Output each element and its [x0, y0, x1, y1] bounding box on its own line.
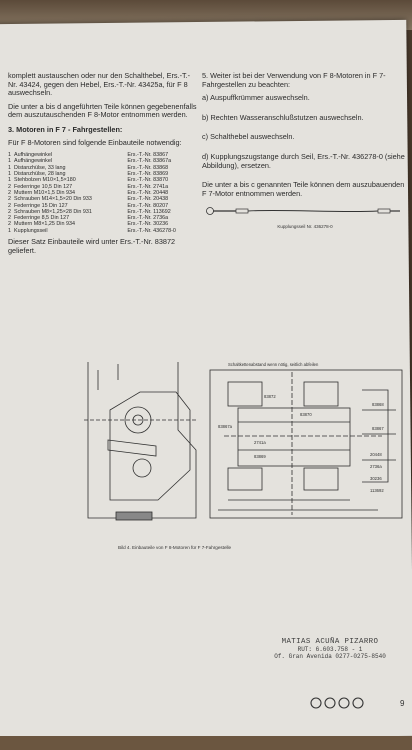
stamp-rut: RUT: 6.603.758 - 1	[297, 646, 363, 653]
owner-stamp	[270, 638, 390, 660]
callout-6: 83868	[372, 402, 384, 407]
part-name: Federringe 15 Din 127	[14, 202, 68, 209]
stamp-address: Of. Gran Avenida 0277-0275-8540	[274, 653, 386, 660]
four-rings-logo	[307, 697, 369, 709]
part-name: Muttern M8×1,25 Din 934	[14, 221, 75, 228]
section-heading: 3. Motoren in F 7 - Fahrgestellen:	[8, 124, 123, 134]
callout-8: 20448	[370, 452, 382, 457]
technical-drawing	[78, 350, 408, 535]
part-name: Federringe 8,5 Din 127	[14, 215, 70, 222]
figure-top-note: Schaltkettenabstand wenn nötig, seitlich abfeilen	[228, 362, 319, 367]
part-number: Ers.-T.-Nr. 83868	[127, 164, 169, 171]
part-name: Muttern M10×1,5 Din 934	[14, 189, 75, 196]
note-text: Die unter a bis c genannten Teile können dem auszubauenden F 7-Motor entnommen werden.	[202, 180, 405, 198]
clutch-cable-illustration	[202, 203, 408, 231]
item-d: d) Kupplungszugstange durch Seil, Ers.-T.-Nr. 436278-0 (siehe Abbildung), ersetzen.	[202, 151, 405, 170]
part-qty: 2	[8, 221, 11, 228]
left-column	[8, 72, 198, 260]
part-name: Distanzhülse, 33 lang	[14, 164, 66, 171]
part-number: Ers.-T.-Nr. 83870	[127, 177, 169, 184]
part-qty: 1	[8, 177, 11, 184]
callout-3: 83870	[300, 412, 312, 417]
intro-text-2: Die unter a bis d angeführten Teile können gegebenenfalls dem auszutauschenden F 8-Motor entnommen werden.	[8, 101, 197, 120]
part-number: Ers.-T.-Nr. 83867	[127, 152, 169, 159]
callout-1: 83872	[264, 394, 276, 399]
part-qty: 1	[8, 158, 11, 165]
part-number: Ers.-T.-Nr. 2741a	[127, 183, 169, 190]
item-b: b) Rechten Wasseranschlußstutzen auswechseln.	[202, 112, 364, 122]
callout-9: 2736a	[370, 464, 382, 469]
part-qty: 2	[8, 215, 11, 222]
part-qty: 1	[8, 227, 11, 234]
part-number: Ers.-T.-Nr. 20448	[127, 189, 169, 196]
background-bottom	[0, 736, 412, 750]
item-a: a) Auspuffkrümmer auswechseln.	[202, 93, 310, 103]
part-number: Ers.-T.-Nr. 80207	[127, 202, 169, 209]
stamp-name: MATIAS ACUÑA PIZARRO	[281, 638, 379, 646]
part-name: Kupplungsseil	[14, 227, 48, 234]
parts-list	[8, 152, 198, 234]
clutch-cable-drawing	[202, 203, 402, 219]
part-number: Ers.-T.-Nr. 83867a	[127, 158, 172, 165]
part-number: Ers.-T.-Nr. 2736a	[127, 215, 169, 222]
cable-caption: Kupplungsseil Nr. 436278-0	[277, 223, 333, 229]
part-qty: 2	[8, 202, 11, 209]
callout-5: 83869	[254, 454, 266, 459]
part-number: Ers.-T.-Nr. 30236	[127, 221, 169, 228]
part-number: Ers.-T.-Nr. 436278-0	[127, 227, 176, 234]
callout-4: 2741a	[254, 440, 266, 445]
page-number: 9	[400, 699, 405, 708]
part-name: Distanzhülse, 28 lang	[14, 171, 66, 178]
part-name: Aufhängewinkel	[14, 152, 53, 159]
closing-text: Dieser Satz Einbauteile wird unter Ers.-T.-Nr. 83872 geliefert.	[8, 237, 176, 255]
intro-text: komplett austauschen oder nur den Schalthebel, Ers.-T.-Nr. 43424, gegen den Hebel, Ers.-T.-Nr. 43425a, für F 8 auswechseln.	[8, 71, 191, 98]
part-qty: 1	[8, 152, 11, 159]
right-column	[202, 72, 408, 232]
callout-2: 83867a	[218, 424, 232, 429]
part-qty: 2	[8, 183, 11, 190]
part-name: Federringe 10,5 Din 127	[14, 183, 73, 190]
callout-10: 30236	[370, 476, 382, 481]
part-number: Ers.-T.-Nr. 83869	[127, 171, 169, 178]
item-5: 5. Weiter ist bei der Verwendung von F 8-Motoren in F 7-Fahrgestellen zu beachten:	[202, 71, 386, 89]
part-name: Stehbolzen M10×1,5×180	[14, 177, 76, 184]
figure-caption: Bild 4. Einbauteile von F 8-Motoren für F 7-Fahrgestelle	[118, 545, 232, 550]
callout-11: 113692	[370, 488, 384, 493]
part-number: Ers.-T.-Nr. 113692	[127, 208, 171, 215]
callout-7: 83867	[372, 426, 384, 431]
lead-text: Für F 8-Motoren sind folgende Einbauteile notwendig:	[8, 137, 182, 147]
part-qty: 2	[8, 189, 11, 196]
part-number: Ers.-T.-Nr. 20438	[127, 196, 169, 203]
part-qty: 1	[8, 171, 11, 178]
part-name: Schrauben M14×1,5×20 Din 933	[14, 196, 92, 203]
part-qty: 2	[8, 208, 11, 215]
parts-row	[8, 228, 198, 234]
part-name: Schrauben M8×1,25×28 Din 931	[14, 208, 92, 215]
part-qty: 1	[8, 164, 11, 171]
part-name: Aufhängewinkel	[14, 158, 53, 165]
part-qty: 2	[8, 196, 11, 203]
item-c: c) Schalthebel auswechseln.	[202, 132, 295, 142]
